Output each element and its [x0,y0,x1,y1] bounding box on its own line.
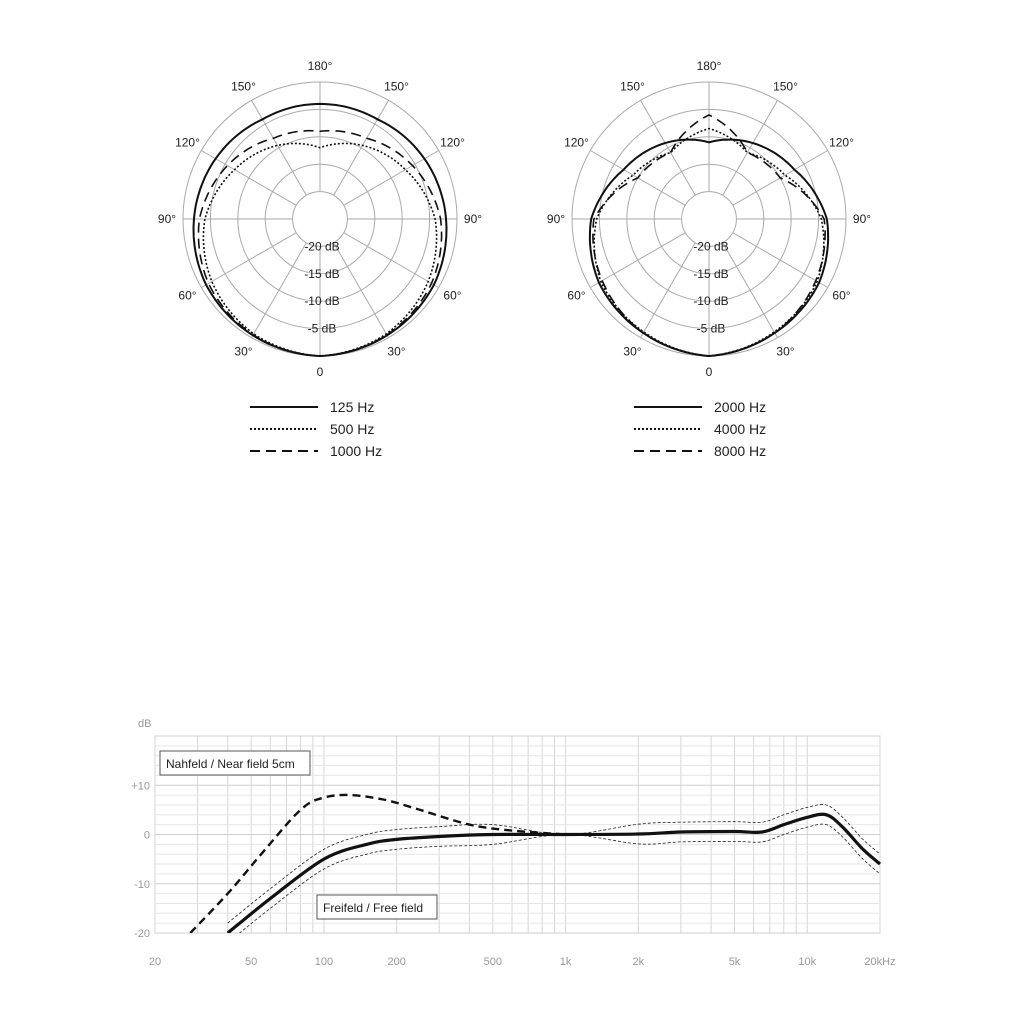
radial-tick-label: -10 dB [304,294,340,309]
polar-spoke [201,233,296,288]
angle-tick-label: 0 [705,365,713,379]
legend-label-2000hz: 2000 Hz [714,399,767,415]
polar-spoke [590,233,685,288]
angle-tick-label: 90° [852,212,872,226]
angle-tick-label: 150° [773,79,798,94]
frequency-response-chart [131,718,895,968]
x-tick-label: 10k [798,956,817,968]
y-tick-label: 0 [143,829,150,842]
angle-tick-label: 150° [620,79,645,94]
angle-tick-label: 90° [546,212,566,226]
radial-tick-label: -15 dB [304,266,340,281]
angle-tick-label: 120° [440,135,465,150]
polar-chart-right [547,59,871,379]
legend-label-125hz: 125 Hz [330,399,375,415]
polar-spoke [723,243,778,338]
y-tick-label: +10 [131,780,150,793]
polar-spoke [723,100,778,195]
angle-tick-label: 30° [623,344,642,359]
polar-spoke [733,233,828,288]
polar-ring [682,192,737,247]
radial-tick-label: -20 dB [693,239,729,254]
angle-tick-label: 180° [696,59,722,73]
legend-left [250,399,382,459]
x-tick-label: 100 [314,956,334,968]
polar-chart-left [158,59,482,379]
x-tick-label: 200 [387,956,406,968]
legend-label-4000hz: 4000 Hz [714,421,767,437]
polar-ring [293,192,348,247]
y-tick-label: -10 [134,878,150,891]
x-tick-label: 20kHz [864,956,896,968]
angle-tick-label: 120° [564,135,589,150]
polar-spoke [334,243,389,338]
x-tick-label: 1k [559,956,572,968]
angle-tick-label: 120° [175,135,200,150]
y-tick-label: -20 [134,928,150,940]
x-tick-label: 5k [728,956,741,968]
angle-tick-label: 60° [178,288,197,303]
angle-tick-label: 60° [832,288,851,303]
angle-tick-label: 60° [443,288,462,303]
x-tick-label: 20 [148,956,162,968]
legend-label-1000hz: 1000 Hz [330,443,383,459]
angle-tick-label: 150° [231,79,256,94]
radial-tick-label: -10 dB [693,294,729,309]
angle-tick-label: 60° [567,288,586,303]
angle-tick-label: 0 [316,365,324,379]
polar-spoke [334,100,389,195]
polar-spoke [252,100,307,195]
angle-tick-label: 30° [234,344,253,359]
angle-tick-label: 30° [776,344,795,359]
annotation-free-field-label: Freifeld / Free field [323,901,424,915]
angle-tick-label: 30° [387,344,406,359]
angle-tick-label: 90° [157,212,177,226]
polar-spoke [641,243,696,338]
radial-tick-label: -5 dB [307,321,337,336]
legend-label-8000hz: 8000 Hz [714,443,767,459]
polar-spoke [252,243,307,338]
annotation-free-field [317,895,437,919]
y-axis-label: dB [138,718,152,730]
polar-spoke [641,100,696,195]
x-tick-label: 500 [483,956,503,968]
radial-tick-label: -5 dB [696,321,726,336]
angle-tick-label: 180° [307,59,333,73]
x-tick-label: 50 [245,956,258,968]
polar-spoke [344,233,439,288]
radial-tick-label: -15 dB [693,266,729,281]
angle-tick-label: 120° [829,135,854,150]
legend-label-500hz: 500 Hz [330,421,375,437]
annotation-near-field-label: Nahfeld / Near field 5cm [166,757,295,771]
x-tick-label: 2k [632,956,645,968]
legend-right [634,399,766,459]
angle-tick-label: 150° [384,79,409,94]
angle-tick-label: 90° [463,212,483,226]
annotation-near-field [160,751,310,775]
radial-tick-label: -20 dB [304,239,340,254]
